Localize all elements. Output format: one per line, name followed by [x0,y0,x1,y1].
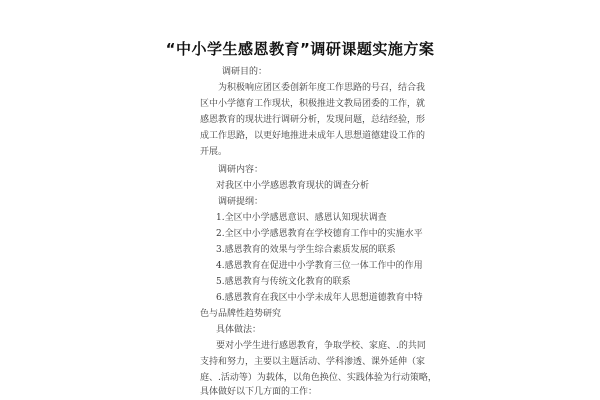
outline-item: 4.感恩教育在促进中小学教育三位一体工作中的作用 [216,261,423,271]
outline-item: 2.全区中小学感恩教育在学校德育工作中的实施水平 [216,229,423,239]
paragraph-line: 具体做好以下几方面的工作： [200,387,318,397]
paragraph-line: 要对小学生进行感恩教育，争取学校、家庭、.的共同 [216,341,426,351]
paragraph-line: 对我区中小学感恩教育现状的调查分析 [216,181,370,191]
outline-item: 3.感恩教育的效果与学生综合素质发展的联系 [216,245,396,255]
paragraph-line: 支持和努力，主要以主题活动、学科渗透、课外延伸（家 [200,357,426,367]
paragraph-line: 成工作思路，以更好地推进未成年人思想道德建设工作的 [200,131,426,141]
section-heading-outline: 调研提纲： [218,197,264,207]
paragraph-line: 区中小学德育工作现状，积极推进文教局团委的工作，就 [200,99,426,109]
section-heading-method: 具体做法： [216,325,262,335]
outline-item-continuation: 色与品牌性趋势研究 [200,309,282,319]
paragraph-line: 庭、.活动等）为载体，以角色换位、实践体验为行动策略， [200,373,437,383]
outline-item: 1.全区中小学感恩意识、感恩认知现状调查 [216,213,387,223]
section-heading-purpose: 调研目的： [222,67,268,77]
outline-item: 6.感恩教育在我区中小学未成年人思想道德教育中特 [216,293,423,303]
section-heading-content: 调研内容： [218,165,264,175]
paragraph-line: 开展。 [200,147,228,157]
outline-item: 5.感恩教育与传统文化教育的联系 [216,277,351,287]
document-title: “中小学生感恩教育”调研课题实施方案 [165,40,435,58]
paragraph-line: 感恩教育的现状进行调研分析，发现问题，总结经验，形 [200,115,426,125]
paragraph-line: 为积极响应团区委创新年度工作思路的号召，结合我 [218,83,426,93]
